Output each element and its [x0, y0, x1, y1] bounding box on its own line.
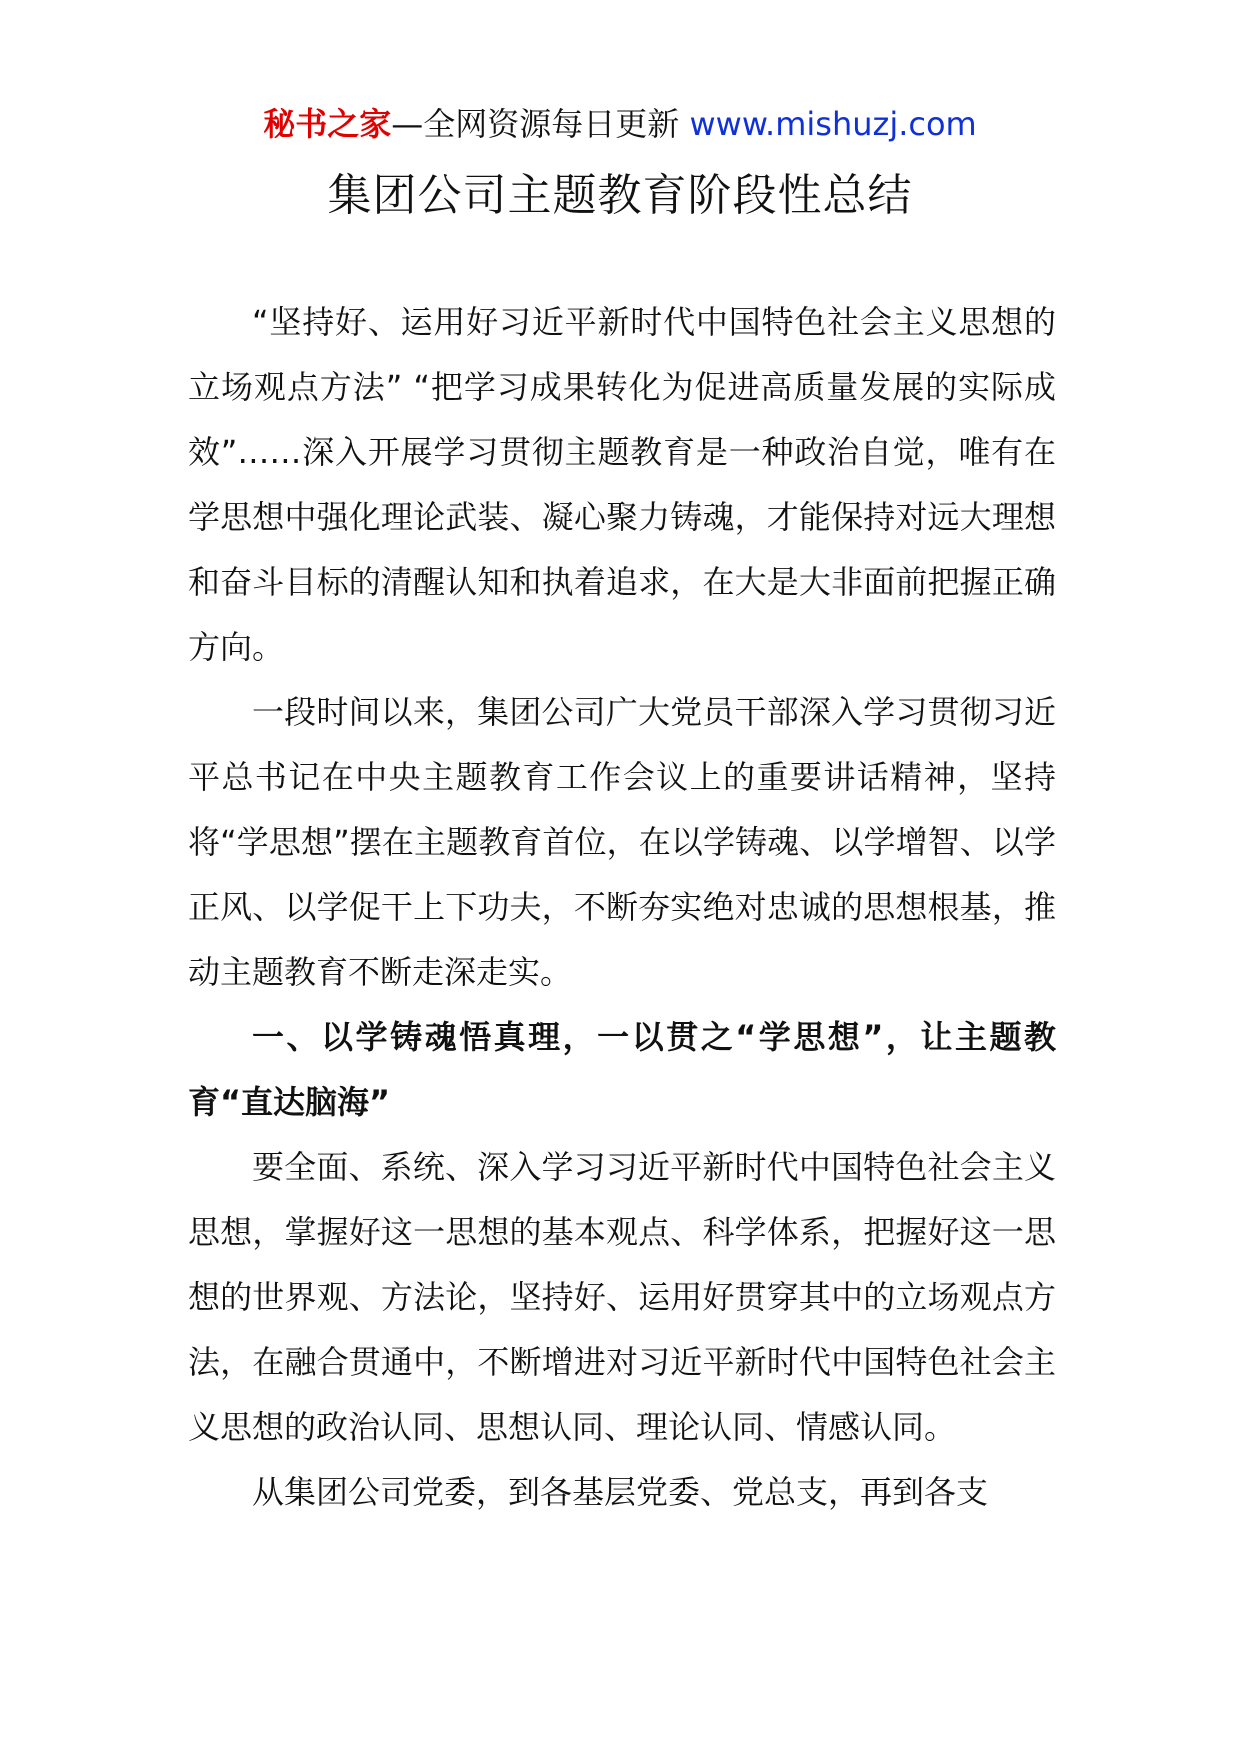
- document-title: 集团公司主题教育阶段性总结: [327, 170, 913, 221]
- brand-name: 秘书之家: [263, 105, 392, 143]
- paragraph-party-committees: 从集团公司党委，到各基层党委、党总支，再到各支: [252, 1473, 989, 1511]
- paragraph-intro: “坚持好、运用好习近平新时代中国特色社会主义思想的立场观点方法” “把学习成果转化为促进高质量发展的实际成效”……深入开展学习贯彻主题教育是一种政治自觉，唯有在学思想中强化理论武装、凝心聚力铸魂，才能保持对远大理想和奋斗目标的清醒认知和执着追求，在大是大非面前把握正确方向。: [188, 303, 1056, 666]
- section-heading-one: 一、以学铸魂悟真理，一以贯之“学思想”，让主题教育“直达脑海”: [188, 1018, 1056, 1121]
- site-header: [0, 100, 1240, 148]
- paragraph-overview: 一段时间以来，集团公司广大党员干部深入学习贯彻习近平总书记在中央主题教育工作会议上的重要讲话精神，坚持将“学思想”摆在主题教育首位，在以学铸魂、以学增智、以学正风、以学促干上下功夫，不断夯实绝对忠诚的思想根基，推动主题教育不断走深走实。: [188, 693, 1056, 991]
- header-slogan: —全网资源每日更新: [391, 105, 680, 143]
- document-body: [188, 290, 1056, 1525]
- site-url-link[interactable]: www.mishuzj.com: [689, 105, 977, 143]
- paragraph-study-thought: 要全面、系统、深入学习习近平新时代中国特色社会主义思想，掌握好这一思想的基本观点、科学体系，把握好这一思想的世界观、方法论，坚持好、运用好贯穿其中的立场观点方法，在融合贯通中，不断增进对习近平新时代中国特色社会主义思想的政治认同、思想认同、理论认同、情感认同。: [188, 1148, 1056, 1446]
